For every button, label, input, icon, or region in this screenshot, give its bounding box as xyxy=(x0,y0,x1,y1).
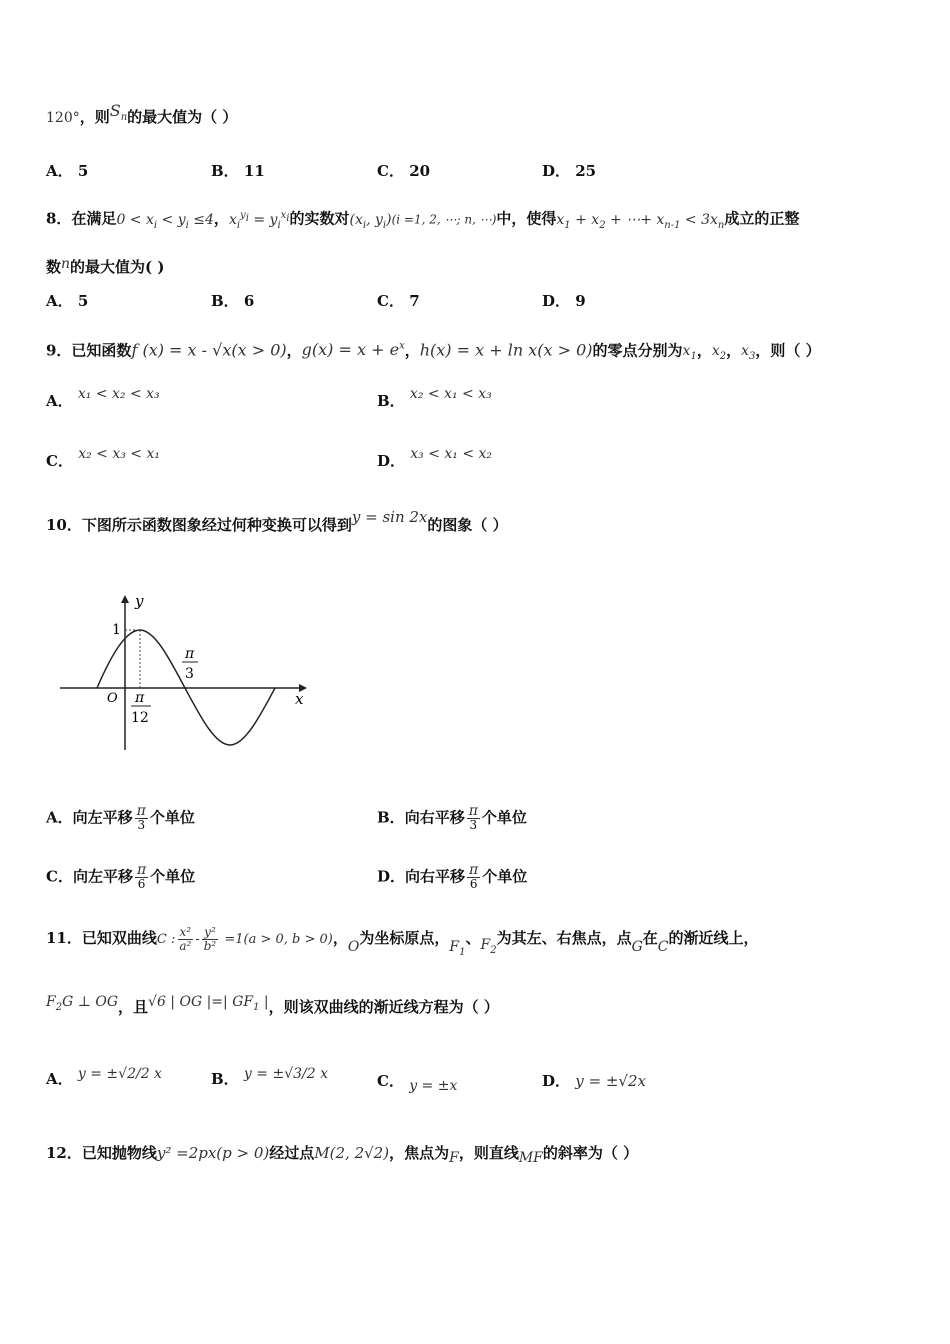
q8-pair: ($x_i$, $y_i$) xyxy=(349,211,392,231)
f2-symbol: $F_2$ xyxy=(480,937,497,956)
q9-option-d[interactable]: D． x₃ < x₁ < x₂ xyxy=(377,446,493,470)
q9-x3: $x_3$ xyxy=(741,343,756,363)
x-label: x xyxy=(295,690,304,708)
q11-option-b[interactable]: B． y = ±√3/2 x xyxy=(211,1066,328,1088)
q9-x2: $x_2$ xyxy=(711,343,727,363)
f2g-perp-og: $F_2G$ ⊥ OG xyxy=(46,994,119,1013)
q8-stem-line2: 数n的最大值为( ) xyxy=(46,256,165,276)
q10-stem: 10．下图所示函数图象经过何种变换可以得到y = sin 2x的图象（ ） xyxy=(46,508,508,534)
q9-stem: 9．已知函数f (x) = x - √x(x > 0)，$g(x) = x + e^x$，h(x) = x + ln x(x > 0)的零点分别为$x_1$，$x_2$，$x_3$，则（ ） xyxy=(46,340,821,363)
q10-option-b[interactable]: B．向右平移 $\frac{\pi}{3}$ 个单位 xyxy=(377,803,527,832)
q8-condition-1: $0 < x_i < y_i \le 4$ xyxy=(116,211,214,231)
q8-option-b[interactable]: B． 6 xyxy=(211,292,255,310)
q9-option-a[interactable]: A． x₁ < x₂ < x₃ xyxy=(46,386,160,410)
q8-condition-2: $x_i^{y_i} = y_i^{x_i}$ xyxy=(228,210,290,231)
q12-stem: 12．已知抛物线y² =2px(p > 0)经过点M(2, 2√2)，焦点为F，则直线MF的斜率为（ ） xyxy=(46,1144,639,1166)
q9-option-b[interactable]: B． x₂ < x₁ < x₃ xyxy=(377,386,492,410)
parabola-eq: y² =2px(p > 0) xyxy=(156,1144,270,1162)
y-label: y xyxy=(135,592,144,610)
q10-option-d[interactable]: D．向右平移 $\frac{\pi}{6}$ 个单位 xyxy=(377,862,528,891)
q8-option-a[interactable]: A． 5 xyxy=(46,292,89,310)
n-symbol: n xyxy=(61,256,71,272)
q7-option-b[interactable]: B． 11 xyxy=(211,162,265,180)
q8-range: (i =1, 2, ⋯; n, ⋯) xyxy=(391,212,497,227)
q7-option-a[interactable]: A． 5 xyxy=(46,162,89,180)
pi-three-den: 3 xyxy=(185,666,194,682)
q9-h: h(x) = x + ln x(x > 0) xyxy=(419,340,593,360)
q7-stem-tail xyxy=(46,101,238,135)
q7-option-c[interactable]: C． 20 xyxy=(377,162,431,180)
q11-option-c[interactable]: C． y = ±x xyxy=(377,1072,458,1094)
f1-symbol: $F_1$ xyxy=(449,939,466,958)
point-m: M(2, 2√2) xyxy=(314,1144,390,1162)
q11-option-d[interactable]: D． y = ±√2x xyxy=(542,1072,646,1090)
q9-x1: $x_1$ xyxy=(682,343,697,363)
q8-sum: $x_1 + x_2$ + ⋯+ $x_{n-1} < 3x_n$ xyxy=(556,211,725,231)
hyperbola-eq: C : $\frac{\text{x²}}{\text{a²}}$ - $\frac{\text{y²}}{\text{b²}}$ =1(a > 0, b > 0) xyxy=(156,925,333,953)
y-axis-arrow xyxy=(121,595,129,603)
q7-text-end: 的最大值为（ ） xyxy=(127,108,238,126)
q7-option-d[interactable]: D． 25 xyxy=(542,162,597,180)
og-gf1-relation: √6 | OG |=| $GF_1$ | xyxy=(148,994,269,1013)
q7-text: ，则 xyxy=(79,108,110,126)
pi-twelve-den: 12 xyxy=(131,710,149,726)
origin-label: O xyxy=(107,691,118,706)
pi-twelve-num: π xyxy=(135,690,145,706)
q8-option-d[interactable]: D． 9 xyxy=(542,292,586,310)
q9-option-c[interactable]: C． x₂ < x₃ < x₁ xyxy=(46,446,160,470)
sine-graph xyxy=(55,590,325,760)
q11-option-a[interactable]: A． y = ±√2/2 x xyxy=(46,1066,162,1088)
q11-stem: 11．已知双曲线C : $\frac{\text{x²}}{\text{a²}}$ - $\frac{\text{y²}}{\text{b²}}$ =1(a > 0, b > 0)，O为坐标原点，$F_1$、$F_2$为其左、右焦点，点G在C的渐近线上， xyxy=(46,925,759,958)
q8-option-c[interactable]: C． 7 xyxy=(377,292,420,310)
q8-stem: 8．在满足$0 < x_i < y_i \le 4$，$x_i^{y_i} = y_i^{x_i}$的实数对($x_i$, $y_i)(i =1$, 2, ⋯; n, ⋯)中，使得$x_1 + x_2$ + ⋯+ $x_{n-1} < 3x_n$成立的正整 xyxy=(46,209,800,231)
sn-symbol: $S_n$ xyxy=(109,101,128,124)
q11-stem-line2: $F_2G$ ⊥ OG，且√6 | OG |=| $GF_1$ |，则该双曲线的渐近线方程为（ ） xyxy=(46,994,499,1016)
angle-value: 120° xyxy=(46,110,80,126)
q9-f: f (x) = x - √x(x > 0) xyxy=(131,340,287,360)
q10-option-c[interactable]: C．向左平移 $\frac{\pi}{6}$ 个单位 xyxy=(46,862,196,891)
q10-formula: y = sin 2x xyxy=(351,508,428,526)
pi-three-num: π xyxy=(185,646,195,662)
q10-option-a[interactable]: A．向左平移 $\frac{\pi}{3}$ 个单位 xyxy=(46,803,195,832)
q9-g: $g(x) = x + e^x$ xyxy=(301,340,405,360)
q8-number: 8．在满足 xyxy=(46,209,117,228)
one-label: 1 xyxy=(112,622,121,638)
